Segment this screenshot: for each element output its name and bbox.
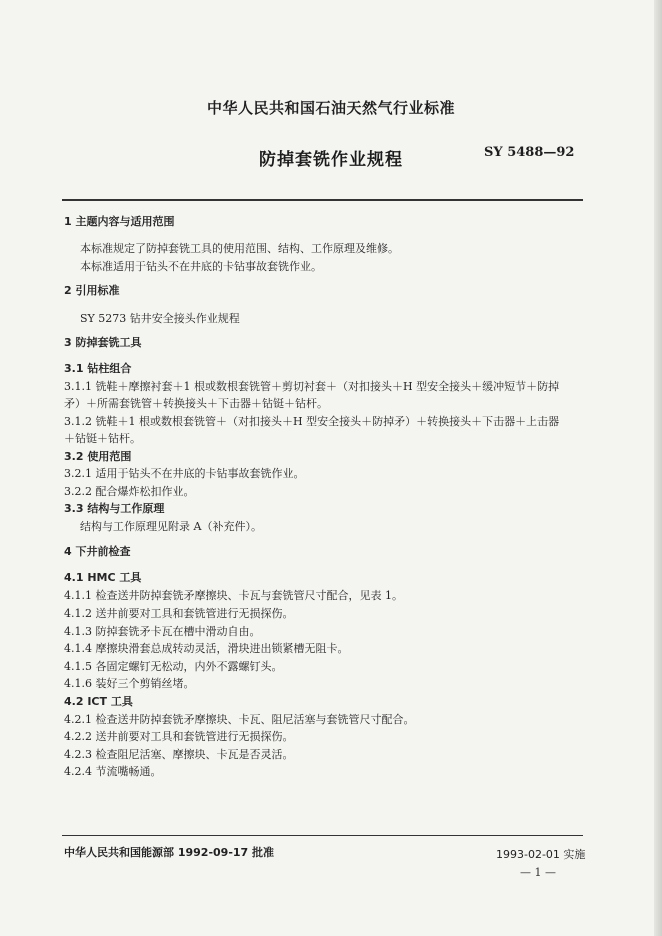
subsection-heading: 3.2 使用范围	[64, 450, 132, 463]
paragraph: 结构与工作原理见附录 A（补充件）。	[80, 520, 262, 533]
subsection-heading: 3.3 结构与工作原理	[64, 502, 165, 515]
paragraph: 4.1.3 防掉套铣矛卡瓦在槽中滑动自由。	[64, 625, 261, 638]
paragraph: 4.1.5 各固定螺钉无松动，内外不露螺钉头。	[64, 660, 283, 673]
paragraph: 3.2.1 适用于钻头不在井底的卡钻事故套铣作业。	[64, 467, 305, 480]
subsection-heading: 4.1 HMC 工具	[64, 571, 142, 584]
section-heading: 3 防掉套铣工具	[64, 336, 142, 349]
subsection-heading: 4.2 ICT 工具	[64, 695, 133, 708]
section-heading: 4 下井前检查	[64, 545, 131, 558]
section-heading: 1 主题内容与适用范围	[64, 215, 175, 228]
document-title: 防掉套铣作业规程	[259, 150, 403, 170]
header-rule	[62, 199, 583, 201]
scan-edge	[654, 0, 662, 936]
org-standard-title: 中华人民共和国石油天然气行业标准	[206, 99, 455, 117]
paragraph: 3.2.2 配合爆炸松扣作业。	[64, 485, 195, 498]
page-number: — 1 —	[520, 866, 556, 879]
standard-code: SY 5488—92	[484, 145, 575, 160]
paragraph: 4.1.6 装好三个剪销丝堵。	[64, 677, 195, 690]
paragraph: SY 5273 钻井安全接头作业规程	[80, 312, 240, 325]
paragraph: 本标准适用于钻头不在井底的卡钻事故套铣作业。	[80, 260, 322, 273]
paragraph: 3.1.1 铣鞋＋摩擦衬套＋1 根或数根套铣管＋剪切衬套＋（对扣接头＋H 型安全接头＋缓冲短节＋防掉	[64, 380, 560, 393]
paragraph: 4.2.2 送井前要对工具和套铣管进行无损探伤。	[64, 730, 294, 743]
section-heading: 2 引用标准	[64, 284, 120, 297]
paragraph: 4.1.2 送井前要对工具和套铣管进行无损探伤。	[64, 607, 294, 620]
approval-note: 中华人民共和国能源部 1992-09-17 批准	[64, 846, 275, 859]
paragraph: 4.2.4 节流嘴畅通。	[64, 765, 162, 778]
paragraph: 4.2.3 检查阻尼活塞、摩擦块、卡瓦是否灵活。	[64, 748, 294, 761]
paragraph: 4.1.1 检查送井防掉套铣矛摩擦块、卡瓦与套铣管尺寸配合，见表 1。	[64, 589, 403, 602]
paragraph: 本标准规定了防掉套铣工具的使用范围、结构、工作原理及维修。	[80, 242, 399, 255]
footer-rule	[62, 835, 583, 836]
paragraph: 矛）＋所需套铣管＋转换接头＋下击器＋钻铤＋钻杆。	[64, 397, 328, 410]
paragraph: 4.1.4 摩擦块滑套总成转动灵活，滑块进出锁紧槽无阻卡。	[64, 642, 349, 655]
paragraph: 3.1.2 铣鞋＋1 根或数根套铣管＋（对扣接头＋H 型安全接头＋防掉矛）＋转换接头＋下击器＋上击器	[64, 415, 560, 428]
paragraph: 4.2.1 检查送井防掉套铣矛摩擦块、卡瓦、阻尼活塞与套铣管尺寸配合。	[64, 713, 415, 726]
subsection-heading: 3.1 钻柱组合	[64, 362, 132, 375]
effective-date: 1993-02-01 实施	[496, 848, 586, 861]
paragraph: ＋钻铤＋钻杆。	[64, 432, 141, 445]
